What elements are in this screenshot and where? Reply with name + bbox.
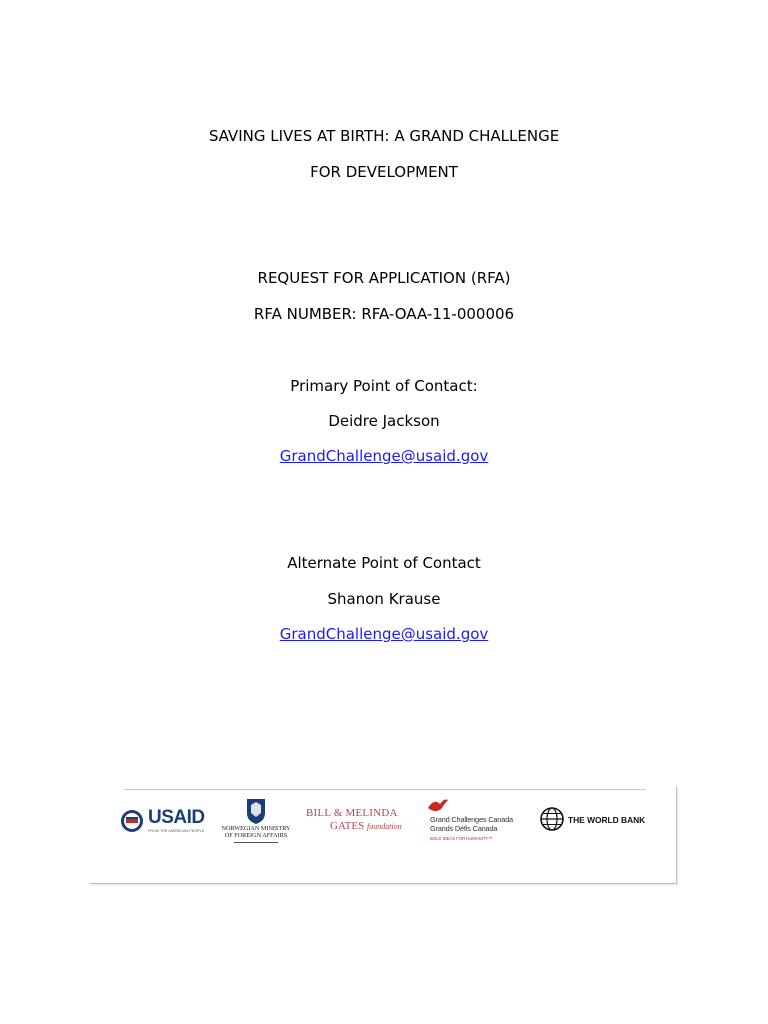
norway-mfa-text bbox=[218, 825, 294, 839]
title-line-1: SAVING LIVES AT BIRTH: A GRAND CHALLENGE bbox=[208, 127, 560, 145]
norway-mfa-line-1: NORWEGIAN MINISTRY bbox=[221, 825, 291, 832]
primary-contact-email-row bbox=[0, 446, 768, 466]
gates-foundation-word: foundation bbox=[366, 822, 402, 831]
primary-contact-email-link[interactable]: GrandChallenge@usaid.gov bbox=[279, 447, 489, 465]
partner-logos-strip bbox=[90, 787, 677, 884]
gcc-bird-icon bbox=[426, 796, 450, 816]
gates-name: GATES bbox=[330, 820, 365, 832]
alternate-contact-email-link[interactable]: GrandChallenge@usaid.gov bbox=[279, 625, 489, 643]
usaid-wordmark: USAID bbox=[148, 807, 205, 828]
gcc-name-en: Grand Challenges Canada bbox=[430, 815, 513, 824]
alternate-contact-heading: Alternate Point of Contact bbox=[287, 554, 481, 572]
gates-line-2 bbox=[330, 820, 402, 832]
gates-line-1: BILL & MELINDA bbox=[306, 807, 398, 819]
gcc-tagline: BOLD IDEAS FOR HUMANITY™ bbox=[430, 836, 493, 841]
world-bank-globe-icon bbox=[540, 807, 564, 831]
alternate-contact-email-row bbox=[0, 624, 768, 644]
norway-coat-of-arms-icon bbox=[218, 797, 294, 825]
usaid-seal-icon bbox=[120, 809, 144, 833]
rfa-title: REQUEST FOR APPLICATION (RFA) bbox=[257, 269, 511, 287]
gcc-name-fr: Grands Défis Canada bbox=[430, 824, 498, 833]
primary-contact-heading: Primary Point of Contact: bbox=[290, 377, 478, 395]
strip-divider bbox=[124, 789, 646, 790]
world-bank-name: THE WORLD BANK bbox=[568, 815, 646, 825]
norway-mfa-line-2: OF FOREIGN AFFAIRS bbox=[224, 832, 288, 839]
title-line-2: FOR DEVELOPMENT bbox=[310, 163, 458, 181]
norway-rule bbox=[234, 842, 278, 843]
usaid-tagline: FROM THE AMERICAN PEOPLE bbox=[148, 829, 205, 833]
rfa-number: RFA NUMBER: RFA-OAA-11-000006 bbox=[253, 305, 515, 323]
alternate-contact-name: Shanon Krause bbox=[327, 590, 441, 608]
primary-contact-name: Deidre Jackson bbox=[328, 412, 440, 430]
